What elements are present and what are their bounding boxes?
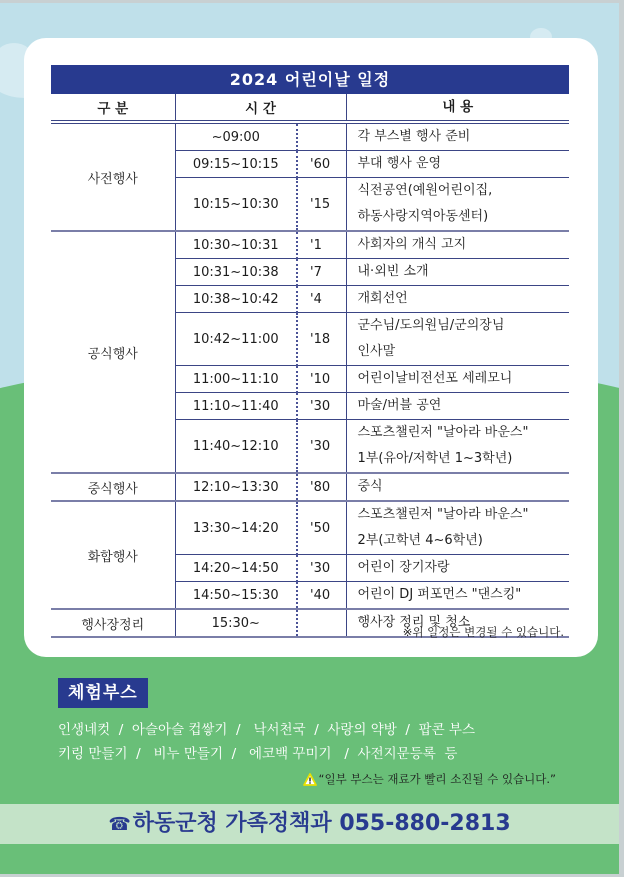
duration-cell: '7: [297, 259, 346, 286]
content-cell: [346, 178, 569, 232]
content-cell: 중식: [346, 473, 569, 501]
table-row: [51, 473, 569, 501]
table-row: [51, 501, 569, 555]
time-cell: 10:38~10:42: [175, 286, 297, 313]
content-line: 하동사랑지역아동센터): [357, 209, 489, 224]
contact-bar: [0, 804, 619, 844]
duration-cell: '80: [297, 473, 346, 501]
duration-cell: '30: [297, 555, 346, 582]
duration-cell: '1: [297, 231, 346, 259]
content-line: 식전공연(예원어린이집,: [357, 183, 493, 198]
duration-cell: '40: [297, 582, 346, 610]
content-cell: 어린이 DJ 퍼포먼스 "댄스킹": [346, 582, 569, 610]
time-cell: 11:10~11:40: [175, 393, 297, 420]
duration-cell: '50: [297, 501, 346, 555]
header-content: 내 용: [346, 94, 569, 122]
header-category: 구 분: [51, 94, 175, 122]
time-cell: ~09:00: [175, 122, 297, 151]
duration-cell: '60: [297, 151, 346, 178]
category-cell: 중식행사: [51, 473, 175, 501]
category-cell: 사전행사: [51, 122, 175, 231]
duration-cell: '18: [297, 313, 346, 366]
content-line: 스포츠챌린저 "날아라 바운스": [357, 507, 529, 522]
content-cell: 사회자의 개식 고지: [346, 231, 569, 259]
time-cell: 13:30~14:20: [175, 501, 297, 555]
time-cell: 09:15~10:15: [175, 151, 297, 178]
content-line: 스포츠챌린저 "날아라 바운스": [357, 425, 529, 440]
content-line: 인사말: [357, 344, 396, 359]
schedule-table: [51, 94, 569, 638]
content-line: 군수님/도의원님/군의장님: [357, 318, 505, 333]
schedule-title: 2024 어린이날 일정: [51, 65, 569, 94]
time-cell: 10:42~11:00: [175, 313, 297, 366]
warning-triangle-icon: [303, 773, 317, 786]
contact-text: 하동군청 가족정책과 055-880-2813: [132, 811, 511, 836]
duration-cell: '15: [297, 178, 346, 232]
header-time: 시 간: [175, 94, 346, 122]
time-cell: 14:20~14:50: [175, 555, 297, 582]
content-line: 2부(고학년 4~6학년): [357, 533, 483, 548]
booths-list-line-2: 키링 만들기 / 비누 만들기 / 에코백 꾸미기 / 사전지문등록 등: [58, 746, 458, 762]
table-row: [51, 122, 569, 151]
time-cell: 10:15~10:30: [175, 178, 297, 232]
booths-list-line-1: 인생네컷 / 아슬아슬 컵쌓기 / 낙서천국 / 사랑의 약방 / 팝콘 부스: [58, 722, 476, 738]
time-cell: 12:10~13:30: [175, 473, 297, 501]
category-cell: 화합행사: [51, 501, 175, 609]
schedule-change-note: ※위 일정은 변경될 수 있습니다.: [402, 625, 564, 639]
content-cell: 부대 행사 운영: [346, 151, 569, 178]
booth-warning-text: “일부 부스는 재료가 빨리 소진될 수 있습니다.”: [318, 772, 556, 786]
category-cell: 공식행사: [51, 231, 175, 473]
content-cell: 어린이 장기자랑: [346, 555, 569, 582]
duration-cell: '30: [297, 420, 346, 474]
table-row: [51, 231, 569, 259]
duration-cell: [297, 122, 346, 151]
content-cell: 개회선언: [346, 286, 569, 313]
content-cell: 어린이날비전선포 세레모니: [346, 366, 569, 393]
time-cell: 15:30~: [175, 609, 297, 637]
schedule-card: [24, 38, 598, 657]
time-cell: 11:40~12:10: [175, 420, 297, 474]
duration-cell: '30: [297, 393, 346, 420]
poster-background: [0, 3, 619, 874]
booth-warning: [303, 771, 556, 787]
duration-cell: '10: [297, 366, 346, 393]
time-cell: 10:31~10:38: [175, 259, 297, 286]
category-cell: 행사장정리: [51, 609, 175, 637]
time-cell: 14:50~15:30: [175, 582, 297, 610]
time-cell: 11:00~11:10: [175, 366, 297, 393]
content-cell: 내·외빈 소개: [346, 259, 569, 286]
time-cell: 10:30~10:31: [175, 231, 297, 259]
content-cell: 마술/버블 공연: [346, 393, 569, 420]
duration-cell: [297, 609, 346, 637]
booths-title: 체험부스: [58, 678, 148, 708]
phone-icon: ☎: [108, 814, 131, 835]
duration-cell: '4: [297, 286, 346, 313]
content-line: 1부(유아/저학년 1~3학년): [357, 451, 513, 466]
table-header-row: [51, 94, 569, 122]
content-cell: 각 부스별 행사 준비: [346, 122, 569, 151]
content-cell: [346, 501, 569, 555]
content-cell: 행사장 정리 및 청소: [346, 609, 569, 637]
content-cell: [346, 420, 569, 474]
content-cell: [346, 313, 569, 366]
